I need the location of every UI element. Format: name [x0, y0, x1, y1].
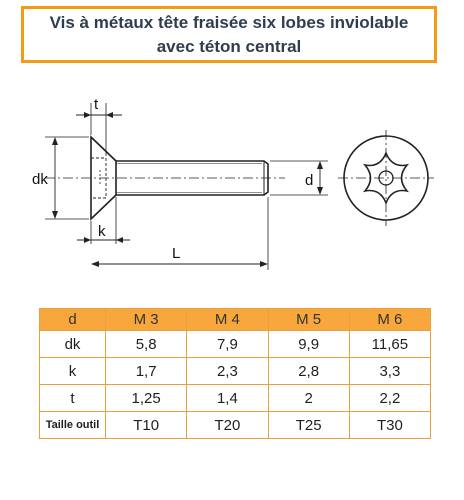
header-cell: M 4	[187, 309, 268, 331]
table-cell: 1,4	[187, 385, 268, 412]
table-cell: 11,65	[349, 331, 430, 358]
header-cell: M 5	[268, 309, 349, 331]
dimensions-table	[39, 308, 431, 439]
table-cell: 3,3	[349, 358, 430, 385]
title-line-2: avec téton central	[156, 36, 302, 56]
label-dk: dk	[32, 171, 48, 188]
table-cell: 2,2	[349, 385, 430, 412]
technical-drawing	[0, 90, 464, 280]
six-lobe-recess-icon	[365, 153, 407, 203]
table-cell: 2	[268, 385, 349, 412]
label-d: d	[305, 172, 314, 189]
table-cell: T25	[268, 412, 349, 439]
table-cell: 2,8	[268, 358, 349, 385]
table-cell: T20	[187, 412, 268, 439]
table-cell: 2,3	[187, 358, 268, 385]
row-label: Taille outil	[40, 412, 106, 439]
table-cell: T10	[106, 412, 187, 439]
table-cell: 9,9	[268, 331, 349, 358]
label-L: L	[172, 245, 181, 262]
table-cell: 1,25	[106, 385, 187, 412]
table-cell: T30	[349, 412, 430, 439]
label-t: t	[94, 96, 99, 113]
row-label: k	[40, 358, 106, 385]
header-cell: M 3	[106, 309, 187, 331]
table-cell: 5,8	[106, 331, 187, 358]
label-k: k	[98, 223, 106, 240]
table-row	[40, 412, 431, 439]
table-header-row	[40, 309, 431, 331]
table-cell: 7,9	[187, 331, 268, 358]
row-label: t	[40, 385, 106, 412]
row-label: dk	[40, 331, 106, 358]
table-cell: 1,7	[106, 358, 187, 385]
header-cell: d	[40, 309, 106, 331]
table-row	[40, 331, 431, 358]
table-row	[40, 358, 431, 385]
title-box	[21, 6, 437, 63]
title-line-1: Vis à métaux tête fraisée six lobes inviolable	[49, 12, 409, 32]
header-cell: M 6	[349, 309, 430, 331]
table-row	[40, 385, 431, 412]
end-view	[338, 130, 434, 226]
